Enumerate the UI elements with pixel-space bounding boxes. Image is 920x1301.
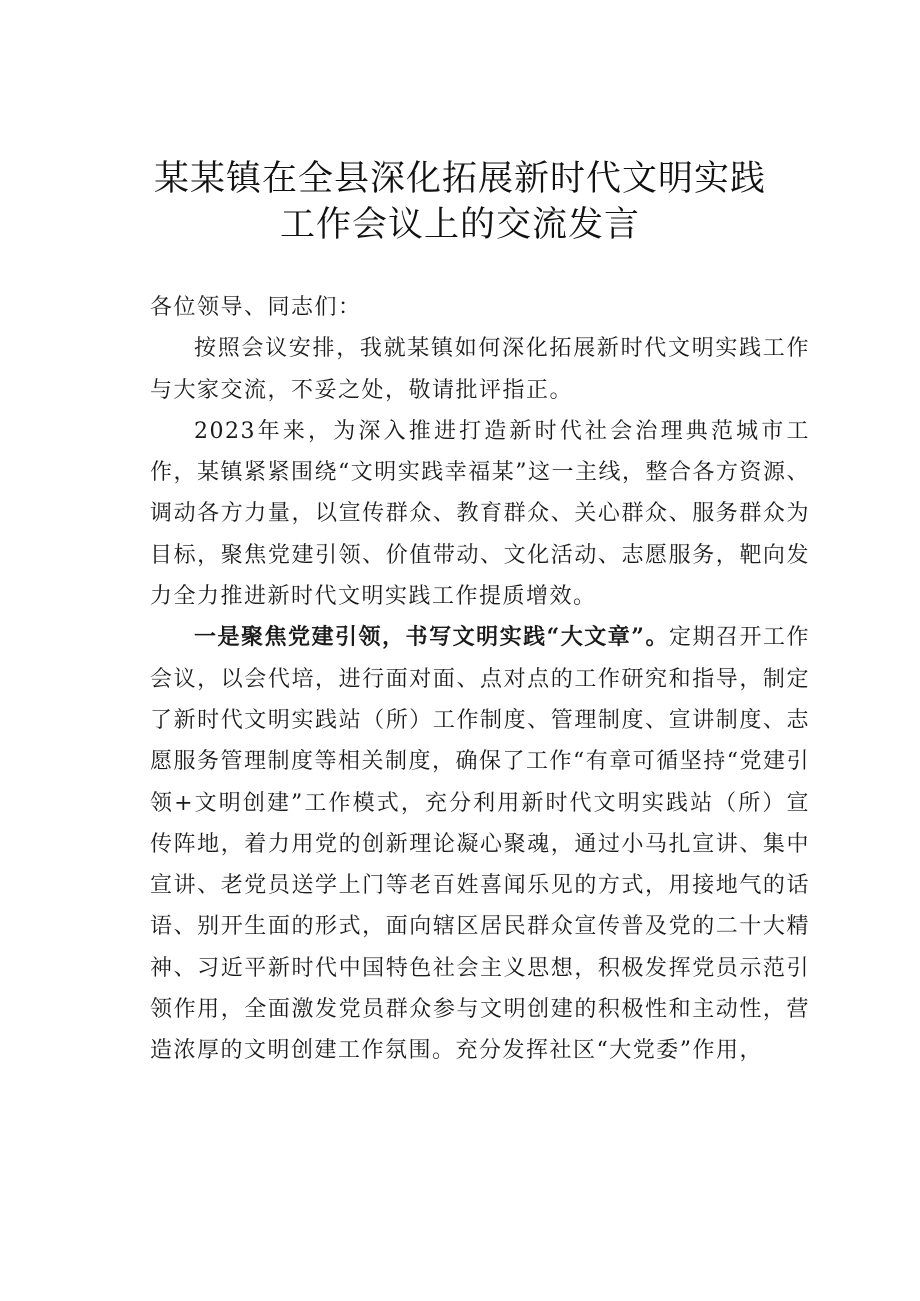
salutation: 各位领导、同志们：: [150, 295, 362, 320]
paragraph-text: 2023年来，为深入推进打造新时代社会治理典范城市工作，某镇紧紧围绕“文明实践幸福某”这一主线，整合各方资源、调动各方力量，以宣传群众、教育群众、关心群众、服务群众为目标，聚焦党建引领、价值带动、文化活动、志愿服务，靶向发力全力推进新时代文明实践工作提质增效。: [150, 418, 810, 610]
paragraph-intro: [150, 328, 810, 411]
paragraph-text: 按照会议安排，我就某镇如何深化拓展新时代文明实践工作与大家交流，不妥之处，敬请批评指正。: [150, 336, 810, 403]
paragraph-text: 定期召开工作会议，以会代培，进行面对面、点对点的工作研究和指导，制定了新时代文明实践站（所）工作制度、管理制度、宣讲制度、志愿服务管理制度等相关制度，确保了工作“有章可循坚持“党建引领+文明创建”工作模式，充分利用新时代文明实践站（所）宣传阵地，着力用党的创新理论凝心聚魂，通过小马扎宣讲、集中宣讲、老党员送学上门等老百姓喜闻乐见的方式，用接地气的话语、别开生面的形式，面向辖区居民群众宣传普及党的二十大精神、习近平新时代中国特色社会主义思想，积极发挥党员示范引领作用，全面激发党员群众参与文明创建的积极性和主动性，营造浓厚的文明创建工作氛围。充分发挥社区“大党委”作用，: [150, 625, 810, 1064]
document-title-line-2: 工作会议上的交流发言: [279, 205, 640, 245]
paragraph-background: [150, 411, 810, 617]
paragraph-lead-heading: 一是聚焦党建引领，书写文明实践“大文章”。: [194, 624, 669, 651]
paragraph-point-one: [150, 617, 810, 1071]
document-body: [150, 287, 810, 1072]
document-title-line-1: 某某镇在全县深化拓展新时代文明实践: [153, 159, 766, 199]
